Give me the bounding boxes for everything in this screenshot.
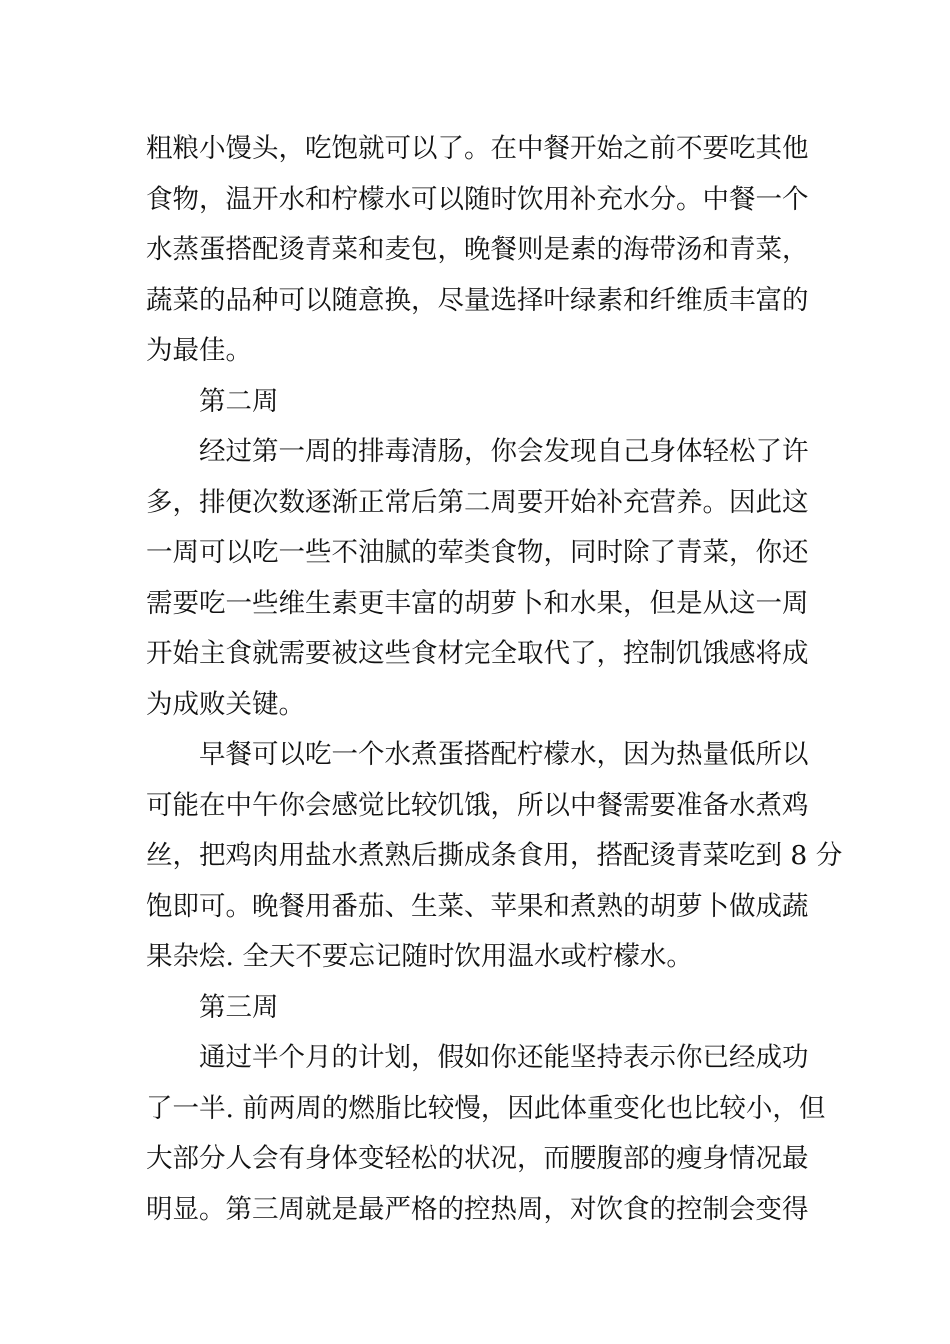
text-line: 蔬菜的品种可以随意换，尽量选择叶绿素和纤维质丰富的	[146, 284, 809, 316]
text-line: 可能在中午你会感觉比较饥饿，所以中餐需要准备水煮鸡	[146, 789, 809, 821]
text-line: 通过半个月的计划，假如你还能坚持表示你已经成功	[199, 1042, 809, 1073]
text-line: 为成败关键。	[146, 688, 305, 720]
body-text	[146, 124, 843, 1235]
text-line: 开始主食就需要被这些食材完全取代了，控制饥饿感将成	[146, 638, 809, 669]
text-line: 丝，把鸡肉用盐水煮熟后撕成条食用，搭配烫青菜吃到 8 分	[146, 840, 843, 871]
text-line: 经过第一周的排毒清肠，你会发现自己身体轻松了许	[199, 436, 809, 467]
section-heading-week-2: 第二周	[199, 385, 279, 417]
text-line: 饱即可。晚餐用番茄、生菜、苹果和煮熟的胡萝卜做成蔬	[146, 890, 809, 922]
text-line: 食物，温开水和柠檬水可以随时饮用补充水分。中餐一个	[146, 183, 809, 215]
text-line: 一周可以吃一些不油腻的荤类食物，同时除了青菜，你还	[146, 537, 809, 568]
text-line: 粗粮小馒头，吃饱就可以了。在中餐开始之前不要吃其他	[146, 133, 809, 164]
section-heading-week-3: 第三周	[199, 991, 279, 1023]
text-line: 了一半. 前两周的燃脂比较慢，因此体重变化也比较小，但	[146, 1092, 826, 1124]
text-line: 需要吃一些维生素更丰富的胡萝卜和水果，但是从这一周	[146, 587, 809, 619]
text-line: 明显。第三周就是最严格的控热周，对饮食的控制会变得	[146, 1193, 809, 1225]
text-line: 大部分人会有身体变轻松的状况，而腰腹部的瘦身情况最	[146, 1143, 809, 1174]
text-line: 为最佳。	[146, 335, 252, 366]
text-line: 早餐可以吃一个水煮蛋搭配柠檬水，因为热量低所以	[199, 739, 809, 770]
text-line: 果杂烩. 全天不要忘记随时饮用温水或柠檬水。	[146, 941, 693, 972]
text-line: 多，排便次数逐渐正常后第二周要开始补充营养。因此这	[146, 486, 809, 518]
text-line: 水蒸蛋搭配烫青菜和麦包，晚餐则是素的海带汤和青菜，	[146, 234, 809, 265]
